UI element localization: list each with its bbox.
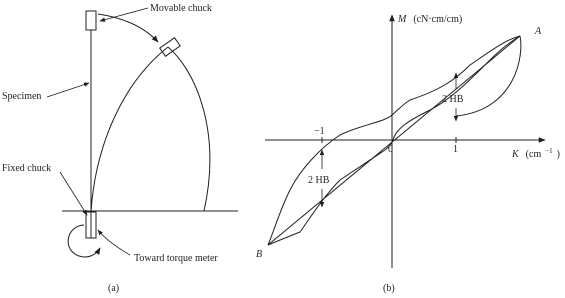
panel-b bbox=[256, 9, 560, 294]
tick-label-pos-one: 1 bbox=[453, 144, 458, 155]
tick-label-zero: 0 bbox=[388, 144, 393, 155]
label-specimen: Specimen bbox=[2, 91, 42, 102]
leader-fixed-chuck bbox=[60, 172, 87, 215]
annotation-2hb-lower: 2 HB bbox=[308, 175, 330, 186]
y-axis-label: M (cN·cm/cm) bbox=[398, 14, 463, 25]
label-torque-meter: Toward torque meter bbox=[134, 253, 218, 264]
caption-b: (b) bbox=[383, 283, 395, 294]
leader-specimen bbox=[47, 83, 89, 97]
point-label-a: A bbox=[535, 26, 542, 37]
leader-movable-chuck bbox=[100, 8, 148, 21]
specimen-bent-curve bbox=[91, 47, 168, 212]
leader-torque-meter bbox=[98, 230, 130, 255]
movable-chuck-initial bbox=[86, 11, 96, 30]
panel-a bbox=[2, 3, 238, 294]
annotation-2hb-upper: 2 HB bbox=[442, 94, 464, 105]
torque-rotation-arrow bbox=[68, 225, 100, 257]
chuck-path-curve bbox=[168, 47, 210, 211]
label-fixed-chuck: Fixed chuck bbox=[2, 163, 52, 174]
hysteresis-right-closure bbox=[456, 36, 521, 116]
motion-arrow bbox=[98, 14, 158, 42]
point-label-b: B bbox=[256, 249, 263, 260]
caption-a: (a) bbox=[108, 283, 120, 294]
tick-label-neg-one: −1 bbox=[314, 126, 325, 137]
x-axis-label: K (cm $^{-1}$ $_)$ bbox=[512, 147, 561, 160]
label-movable-chuck: Movable chuck bbox=[150, 3, 212, 14]
movable-chuck-displaced bbox=[160, 38, 180, 57]
